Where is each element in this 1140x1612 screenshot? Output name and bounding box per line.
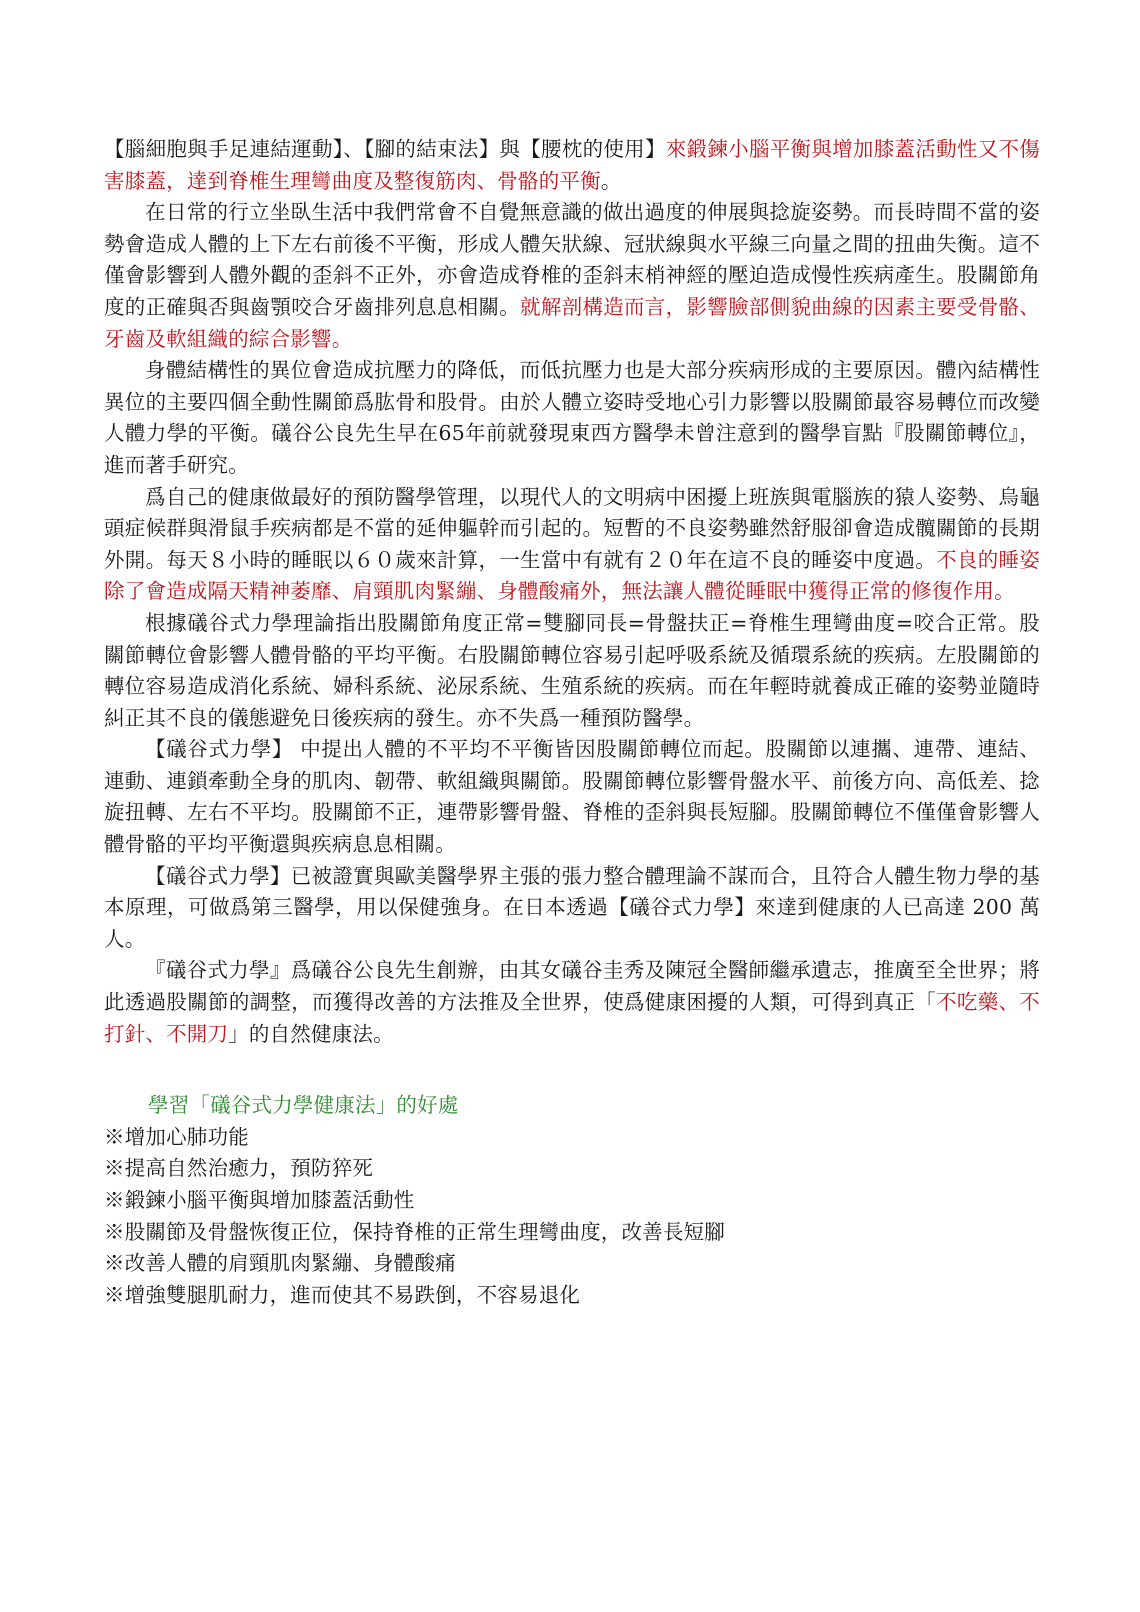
paragraph-structure: 身體結構性的異位會造成抗壓力的降低，而低抗壓力也是大部分疾病形成的主要原因。體內結構性異位的主要四個全動性關節爲肱骨和股骨。由於人體立姿時受地心引力影響以股關節最容易轉位而改變人體力學的平衡。礒谷公良先生早在65年前就發現東西方醫學未曾注意到的醫學盲點『股關節轉位』，進而著手研究。 xyxy=(104,358,1040,477)
prevention-emphasis-text: 不良的睡姿除了會造成隔天精神萎靡、肩頸肌肉緊繃、身體酸痛外，無法讓人體從睡眠中獲得正常的修復作用。 xyxy=(104,547,1041,604)
paragraph-founder xyxy=(104,955,1040,1050)
benefit-item: ※股關節及骨盤恢復正位，保持脊椎的正常生理彎曲度，改善長短腳 xyxy=(104,1219,725,1244)
intro-end-text: 。 xyxy=(600,168,622,193)
posture-emphasis-text: 就解剖構造而言，影響臉部側貌曲線的因素主要受骨骼、牙齒及軟組織的綜合影響。 xyxy=(104,294,1040,351)
benefit-item: ※增加心肺功能 xyxy=(104,1124,249,1149)
document-body xyxy=(104,134,1040,1311)
benefit-item: ※鍛鍊小腦平衡與增加膝蓋活動性 xyxy=(104,1188,415,1212)
founder-end-text: 」的自然健康法。 xyxy=(228,1021,394,1046)
paragraph-mechanics: 【礒谷式力學】 中提出人體的不平均不平衡皆因股關節轉位而起。股關節以連攜、連帶、連結、連動、連鎖牽動全身的肌肉、韌帶、軟組織與關節。股關節轉位影響骨盤水平、前後方向、高低差、捻旋扭轉、左右不平均。股關節不正，連帶影響骨盤、脊椎的歪斜與長短腳。股關節轉位不僅僅會影響人體骨骼的平均平衡還與疾病息息相關。 xyxy=(104,737,1040,857)
benefit-item: ※增強雙腿肌耐力，進而使其不易跌倒，不容易退化 xyxy=(104,1282,581,1307)
posture-text: 在日常的行立坐臥生活中我們常會不自覺無意識的做出過度的伸展與捻旋姿勢。而長時間不當的姿勢會造成人體的上下左右前後不平衡，形成人體矢狀線、冠狀線與水平線三向量之間的扭曲失衡。這不僅會影響到人體外觀的歪斜不正外，亦會造成脊椎的歪斜末梢神經的壓迫造成慢性疾病產生。股關節角度的正確與否與齒顎咬合牙齒排列息息相關。 xyxy=(104,200,1040,319)
benefits-section xyxy=(104,1090,1040,1311)
paragraph-prevention xyxy=(104,482,1040,608)
benefit-item: ※提高自然治癒力，預防猝死 xyxy=(104,1156,374,1181)
benefit-item: ※改善人體的肩頸肌肉緊繃、身體酸痛 xyxy=(104,1251,456,1276)
paragraph-intro xyxy=(104,134,1040,197)
paragraph-proven: 【礒谷式力學】已被證實與歐美醫學界主張的張力整合體理論不謀而合，且符合人體生物力學的基本原理，可做爲第三醫學，用以保健強身。在日本透過【礒谷式力學】來達到健康的人已高達 200 萬人。 xyxy=(104,863,1040,951)
benefits-list xyxy=(104,1122,1040,1312)
intro-methods-text: 【腦細胞與手足連結運動】、【腳的結束法】與【腰枕的使用】 xyxy=(104,137,666,161)
paragraph-theory: 根據礒谷式力學理論指出股關節角度正常=雙腳同長=骨盤扶正=脊椎生理彎曲度=咬合正常。股關節轉位會影響人體骨骼的平均平衡。右股關節轉位容易引起呼吸系統及循環系統的疾病。左股關節的轉位容易造成消化系統、婦科系統、泌尿系統、生殖系統的疾病。而在年輕時就養成正確的姿勢並隨時糾正其不良的儀態避免日後疾病的發生。亦不失爲一種預防醫學。 xyxy=(104,610,1040,730)
founder-emphasis-text: 不吃藥、不打針、不開刀 xyxy=(104,990,1041,1046)
benefits-heading: 學習「礒谷式力學健康法」的好處 xyxy=(148,1093,459,1118)
prevention-text: 爲自己的健康做最好的預防醫學管理，以現代人的文明病中困擾上班族與電腦族的猿人姿勢、烏龜頭症候群與滑鼠手疾病都是不當的延伸軀幹而引起的。短暫的不良姿勢雖然舒服卻會造成髖關節的長期外開。每天８小時的睡眠以６０歲來計算，一生當中有就有２０年在這不良的睡姿中度過。 xyxy=(104,484,1040,572)
paragraph-posture xyxy=(104,197,1040,355)
founder-text: 『礒谷式力學』爲礒谷公良先生創辦，由其女礒谷圭秀及陳冠全醫師繼承遺志，推廣至全世界；將此透過股關節的調整，而獲得改善的方法推及全世界，使爲健康困擾的人類，可得到真正「 xyxy=(104,958,1040,1015)
intro-emphasis-text: 來鍛鍊小腦平衡與增加膝蓋活動性又不傷害膝蓋，達到脊椎生理彎曲度及整復筋肉、骨骼的平衡 xyxy=(104,137,1040,193)
